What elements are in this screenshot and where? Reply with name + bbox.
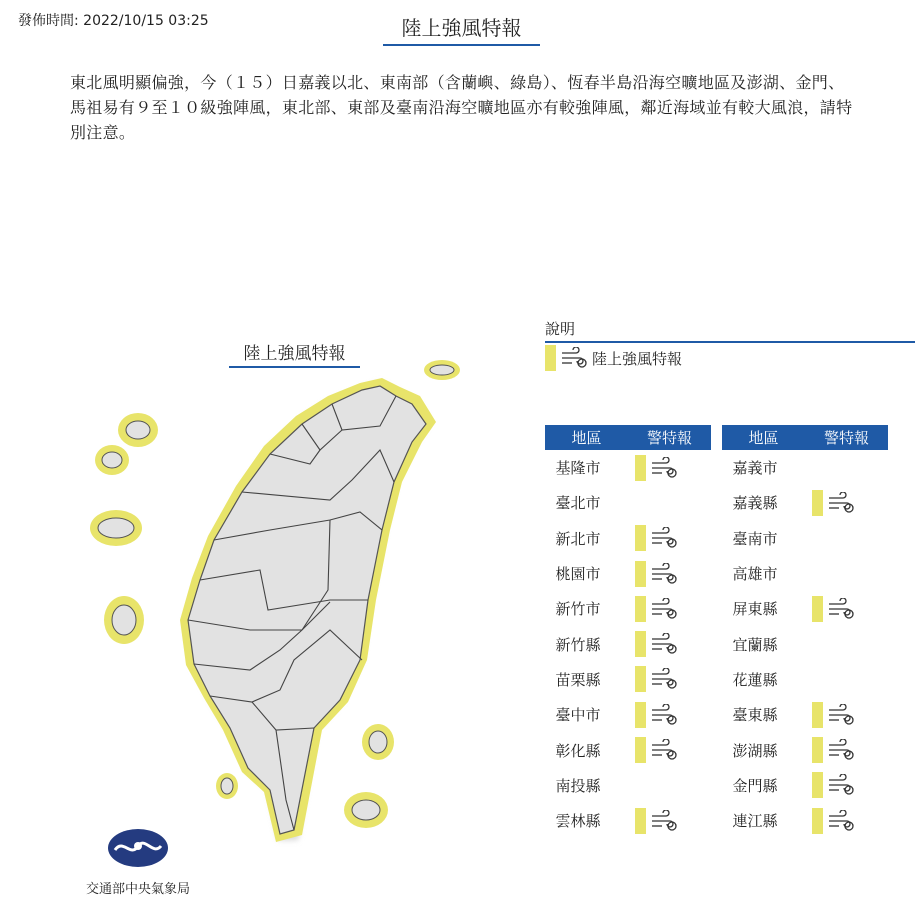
table-row	[722, 450, 888, 485]
region-name: 新竹市	[555, 600, 601, 619]
table-row	[545, 450, 711, 485]
warning-cell	[611, 666, 711, 692]
warning-cell	[788, 772, 888, 798]
region-name: 屏東縣	[732, 600, 778, 619]
strong-wind-icon	[827, 774, 855, 796]
table-row	[545, 591, 711, 626]
region-table-left	[545, 425, 711, 838]
region-name: 高雄市	[732, 565, 778, 584]
strong-wind-icon	[560, 347, 588, 369]
strong-wind-icon	[650, 810, 678, 832]
table-header	[722, 425, 888, 450]
warning-swatch	[812, 808, 823, 834]
warning-cell	[611, 737, 711, 763]
warning-swatch	[635, 455, 646, 481]
strong-wind-icon	[827, 739, 855, 761]
strong-wind-icon	[650, 598, 678, 620]
region-name: 雲林縣	[555, 812, 601, 831]
taiwan-main-island	[188, 386, 426, 834]
legend-label: 陸上強風特報	[592, 349, 683, 368]
region-name: 澎湖縣	[732, 741, 778, 760]
col-region: 地區	[748, 429, 779, 447]
warning-cell	[611, 596, 711, 622]
warning-swatch	[812, 772, 823, 798]
strong-wind-icon	[827, 810, 855, 832]
taiwan-map	[80, 330, 480, 870]
region-name: 新北市	[555, 529, 601, 548]
warning-cell	[611, 561, 711, 587]
warning-cell	[611, 631, 711, 657]
table-body	[545, 450, 711, 838]
strong-wind-icon	[650, 668, 678, 690]
strong-wind-icon	[650, 457, 678, 479]
warning-swatch	[635, 702, 646, 728]
legend-swatch	[545, 345, 556, 371]
region-name: 彰化縣	[555, 741, 601, 760]
warning-cell	[611, 455, 711, 481]
warning-cell	[611, 702, 711, 728]
warning-cell	[788, 737, 888, 763]
warning-cell	[788, 490, 888, 516]
region-name: 南投縣	[555, 776, 601, 795]
region-table-right	[722, 425, 888, 838]
table-row	[722, 768, 888, 803]
region-name: 基隆市	[555, 459, 601, 478]
table-row	[722, 662, 888, 697]
table-row	[722, 521, 888, 556]
region-name: 新竹縣	[555, 635, 601, 654]
warning-swatch	[635, 561, 646, 587]
strong-wind-icon	[650, 704, 678, 726]
table-row	[545, 697, 711, 732]
warning-cell	[611, 808, 711, 834]
warning-swatch	[635, 631, 646, 657]
region-name: 連江縣	[732, 812, 778, 831]
region-name: 嘉義縣	[732, 494, 778, 513]
region-name: 臺北市	[555, 494, 601, 513]
warning-cell	[788, 702, 888, 728]
cwb-logo	[78, 828, 198, 897]
table-row	[545, 768, 711, 803]
legend-heading: 說明	[545, 318, 915, 343]
table-row	[545, 732, 711, 767]
region-name: 嘉義市	[732, 459, 778, 478]
table-header	[545, 425, 711, 450]
table-row	[545, 521, 711, 556]
table-row	[722, 591, 888, 626]
table-row	[722, 556, 888, 591]
table-row	[545, 662, 711, 697]
region-name: 臺南市	[732, 529, 778, 548]
strong-wind-icon	[650, 739, 678, 761]
agency-name: 交通部中央氣象局	[85, 882, 190, 897]
strong-wind-icon	[650, 563, 678, 585]
warning-swatch	[635, 737, 646, 763]
strong-wind-icon	[827, 704, 855, 726]
col-warning: 警特報	[646, 429, 692, 447]
table-row	[722, 485, 888, 520]
warning-swatch	[812, 702, 823, 728]
warning-swatch	[635, 525, 646, 551]
warning-swatch	[635, 596, 646, 622]
warning-swatch	[635, 666, 646, 692]
warning-swatch	[635, 808, 646, 834]
strong-wind-icon	[827, 598, 855, 620]
table-row	[722, 732, 888, 767]
strong-wind-icon	[650, 527, 678, 549]
page-title: 陸上強風特報	[383, 12, 540, 46]
warning-cell	[788, 596, 888, 622]
table-row	[722, 626, 888, 661]
table-row	[545, 556, 711, 591]
issue-time: 發佈時間: 2022/10/15 03:25	[18, 13, 209, 29]
col-warning: 警特報	[823, 429, 869, 447]
region-name: 宜蘭縣	[732, 635, 778, 654]
cwb-logo-icon	[107, 828, 169, 868]
strong-wind-icon	[827, 492, 855, 514]
strong-wind-icon	[650, 633, 678, 655]
region-name: 桃園市	[555, 565, 601, 584]
table-row	[722, 803, 888, 838]
warning-cell	[788, 808, 888, 834]
region-name: 花蓮縣	[732, 670, 778, 689]
table-row	[722, 697, 888, 732]
warning-swatch	[812, 490, 823, 516]
table-body	[722, 450, 888, 838]
warning-swatch	[812, 737, 823, 763]
warning-swatch	[812, 596, 823, 622]
warning-cell	[611, 525, 711, 551]
map-title: 陸上強風特報	[229, 339, 360, 368]
warning-description: 東北風明顯偏強，今（１５）日嘉義以北、東南部（含蘭嶼、綠島）、恆春半島沿海空曠地區及澎湖、金門、馬祖易有９至１０級強陣風，東北部、東部及臺南沿海空曠地區亦有較強陣風，鄰近海域並有較大風浪，請特別注意。	[70, 73, 853, 142]
table-row	[545, 485, 711, 520]
table-row	[545, 626, 711, 661]
region-name: 臺東縣	[732, 706, 778, 725]
table-row	[545, 803, 711, 838]
col-region: 地區	[571, 429, 602, 447]
region-name: 臺中市	[555, 706, 601, 725]
region-name: 苗栗縣	[555, 670, 601, 689]
legend-item	[545, 345, 682, 371]
region-name: 金門縣	[732, 776, 778, 795]
